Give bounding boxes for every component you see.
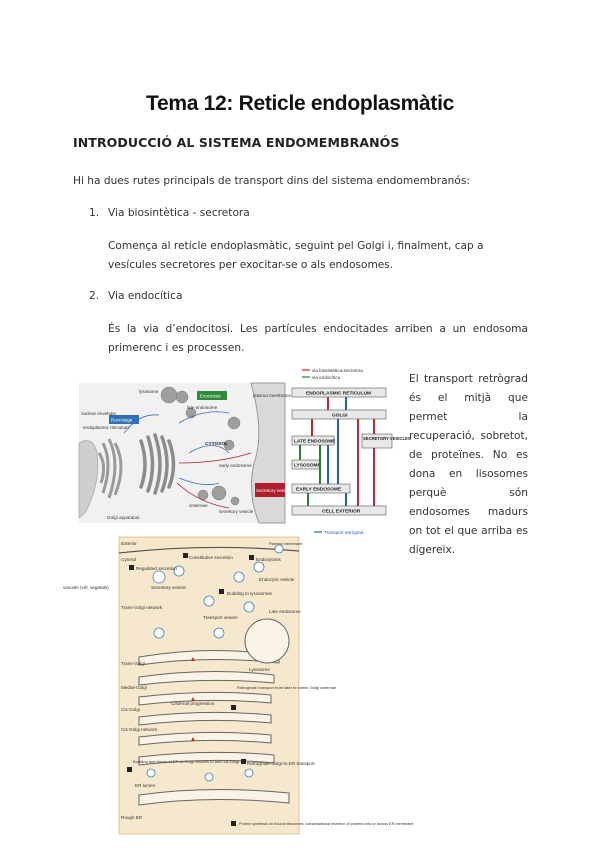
recycling-label: Reciclatge xyxy=(111,417,133,423)
lysosome-label: lysosome xyxy=(139,389,159,394)
retrograde-er-label: Retrograde Golgi-to-ER transport xyxy=(247,761,315,766)
exocytosis-label: Exocitosis xyxy=(200,393,221,399)
endocytic-vesicle-label: Endocytic vesicle xyxy=(259,577,295,582)
legend-red: via biosintètica-secretora xyxy=(312,368,363,373)
cell-transport-figure xyxy=(79,383,292,523)
transport-vesicle-label: Transport vesicle xyxy=(203,615,238,620)
intro-paragraph: Hi ha dues rutes principals de transport dins del sistema endomembranós: xyxy=(73,175,470,187)
box-late-endosome: LATE ENDOSOME xyxy=(294,439,336,445)
section-heading: INTRODUCCIÓ AL SISTEMA ENDOMEMBRANÓS xyxy=(73,135,400,150)
retrograde-note: El transport retrògrad és el mitjà que permet la recuperació, sobretot, de proteïnes. No es dona en lisosomes perquè són endosomes madurs on tot el que arriba es digereix. xyxy=(409,373,528,556)
cgn-label: Cis-Golgi network xyxy=(121,727,158,732)
constitutive-label: Constitutive secretion xyxy=(189,555,233,560)
exterior-label: Exterior xyxy=(121,541,137,546)
box-lysosome: LYSOSOME xyxy=(294,463,321,469)
golgi-label: Golgi apparatus xyxy=(107,515,140,520)
route-2-title: Via endocítica xyxy=(108,290,183,302)
plasma-membrane-label-3: Plasma membrane xyxy=(269,541,303,546)
cisternae-label: cisternae xyxy=(189,503,208,508)
early-endosome-label: early endosome xyxy=(219,463,252,468)
legend-green: via endocítica xyxy=(312,375,341,380)
plasma-membrane-label: plasma membrane xyxy=(253,393,292,398)
route-1-title: Via biosintètica - secretora xyxy=(108,207,250,219)
cis-golgi-label: Cis-Golgi xyxy=(121,707,140,712)
lysosome-label-3: Lysosome xyxy=(249,667,270,672)
secretory-vesicle-label-3: Secretory vesicle xyxy=(151,585,186,590)
secretory-pathway-figure xyxy=(63,537,414,834)
late-endosome-label-3: Late endosome xyxy=(269,609,301,614)
er-lumen-label: ER lumen xyxy=(135,783,156,788)
box-secretory-vesicles: SECRETORY VESICLES xyxy=(363,436,411,441)
cisternal-label: Cisternal progression xyxy=(171,701,215,706)
box-cell-exterior: CELL EXTERIOR xyxy=(322,509,361,515)
legend-blue: Transport retrògrad xyxy=(324,530,364,535)
box-golgi: GOLGI xyxy=(332,413,348,419)
medial-golgi-label: Medial-Golgi xyxy=(121,685,147,690)
page-title: Tema 12: Reticle endoplasmàtic xyxy=(145,92,455,115)
endocytosis-label: Endocytosis xyxy=(256,557,281,562)
er-label: endoplasmic reticulum xyxy=(83,425,129,430)
box-er: ENDOPLASMIC RETICULUM xyxy=(306,391,372,397)
cytosol-label: CYTOSOL xyxy=(205,442,229,447)
late-endosome-label: late endosome xyxy=(187,405,218,410)
retrograde-golgi-label: Retrograde transport from later to earlier Golgi cisternae xyxy=(237,685,337,690)
trans-golgi-label: Trans-Golgi xyxy=(121,661,145,666)
regulated-label: Regulated secretion xyxy=(136,566,177,571)
transport-flowchart xyxy=(288,366,411,536)
secretory-vesicle-label: secretory vesicle xyxy=(219,509,254,514)
box-early-endosome: EARLY ENDOSOME xyxy=(296,487,342,493)
cytosol-label-3: Cytosol xyxy=(121,557,137,562)
tgn-label: Trans-Golgi network xyxy=(121,605,163,610)
budding-label: Budding to lysosomes xyxy=(227,591,272,596)
nuclear-envelope-label: nuclear envelope xyxy=(81,411,116,416)
vacuole-label: vacuole (cél. vegetals) xyxy=(63,585,109,590)
route-2-description: És la via d’endocitosi. Les partícules endocitades arriben a un endosoma primerenc i es processen. xyxy=(108,323,528,354)
secretory-label: Secretory vesicle xyxy=(256,488,291,493)
route-1-description: Comença al reticle endoplasmàtic, seguint pel Golgi i, finalment, cap a vesícules secretores per exocitar-se o als endosomes. xyxy=(108,240,484,271)
budding-er-label: Budding and fusion of ER-to-Golgi vesicles to form cis-Golgi xyxy=(133,759,240,764)
route-2-number: 2. xyxy=(89,290,100,302)
route-1-number: 1. xyxy=(89,207,100,219)
rough-er-label: Rough ER xyxy=(121,815,143,820)
synthesis-label: Protein synthesis on bound ribosomes; cotranslational insertion of proteins into or across ER membrane xyxy=(239,822,414,826)
